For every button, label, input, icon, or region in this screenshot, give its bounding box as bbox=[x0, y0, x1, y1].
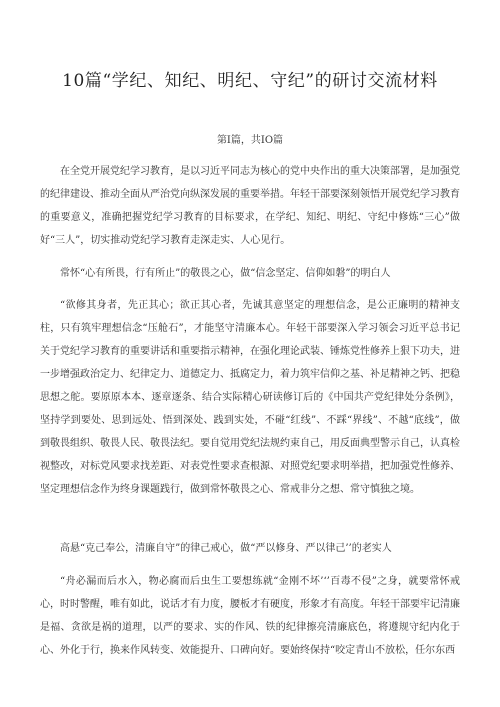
document-title: 10篇“学纪、知纪、明纪、守纪”的研讨交流材料 bbox=[62, 71, 438, 91]
section-heading: 高悬“克己奉公，清廉自守”的律己戒心，做“严以修身、严以律己’’的老实人 bbox=[60, 543, 392, 554]
body-paragraph: “欲修其身者，先正其心；欲正其心者，先诚其意坚定的理想信念，是公正廉明的精神支柱，只有筑牢理想信念“压舱石”，才能坚守清廉本心。年轻干部要深入学习领会习近平总书记关于党纪学习教育的重要讲话和重要指示精神，在强化理论武装、锤炼党性修养上狠下功夫，进一步增强政治定力、纪律定力、道德定力、抵腐定力，着力筑牢信仰之基、补足精神之钙、把稳思想之舵。要原原本本、逐章逐条、结合实际精心研读修订后的《中国共产党纪律处分条例》，坚持学到要处、思到远处、悟到深处、践到实处，不碰“红线”、不踩“界线”、不越“底线”，做到敬畏组织、敬畏人民、敬畏法纪。要自觉用党纪法规约束自己，用反面典型警示自己，认真检视整改，对标党风要求找差距、对表党性要求查根源、对照党纪要求明举措，把加强党性修养、坚定理想信念作为终身课题践行，做到常怀敬畏之心、常戒非分之想、常守慎独之境。 bbox=[40, 300, 460, 495]
body-paragraph: “舟必漏而后水入，物必腐而后虫生工要想练就“金刚不坏’‘’百毒不侵”之身，就要常怀戒心，时时警醒，唯有如此，说话才有力度，腰板才有硬度，形象才有高度。年轻干部要牢记清廉是福、贪欲是祸的道理，以严的要求、实的作风、铁的纪律擦亮清廉底色，将遵规守纪内化于心、外化于行，换来作风转变、效能提升、口碑向好。要始终保持“咬定青山不放松，任尔东西 bbox=[40, 576, 460, 656]
body-paragraph: 在全党开展党纪学习教育，是以习近平同志为核心的党中央作出的重大决策部署，是加强党的纪律建设、推动全面从严治党向纵深发展的重要举措。年轻干部要深刻领悟开展党纪学习教育的重要意义，准确把握党纪学习教育的目标要求，在学纪、知纪、明纪、守纪中修炼“三心”做好“三人”，切实推动党纪学习教育走深走实、人心见行。 bbox=[40, 166, 460, 246]
section-heading: 常怀“心有所畏，行有所止”的敬畏之心，做“信念坚定、信仰如磐”的明白人 bbox=[60, 268, 391, 279]
chapter-label: 第I篇，共IO篇 bbox=[216, 135, 284, 146]
